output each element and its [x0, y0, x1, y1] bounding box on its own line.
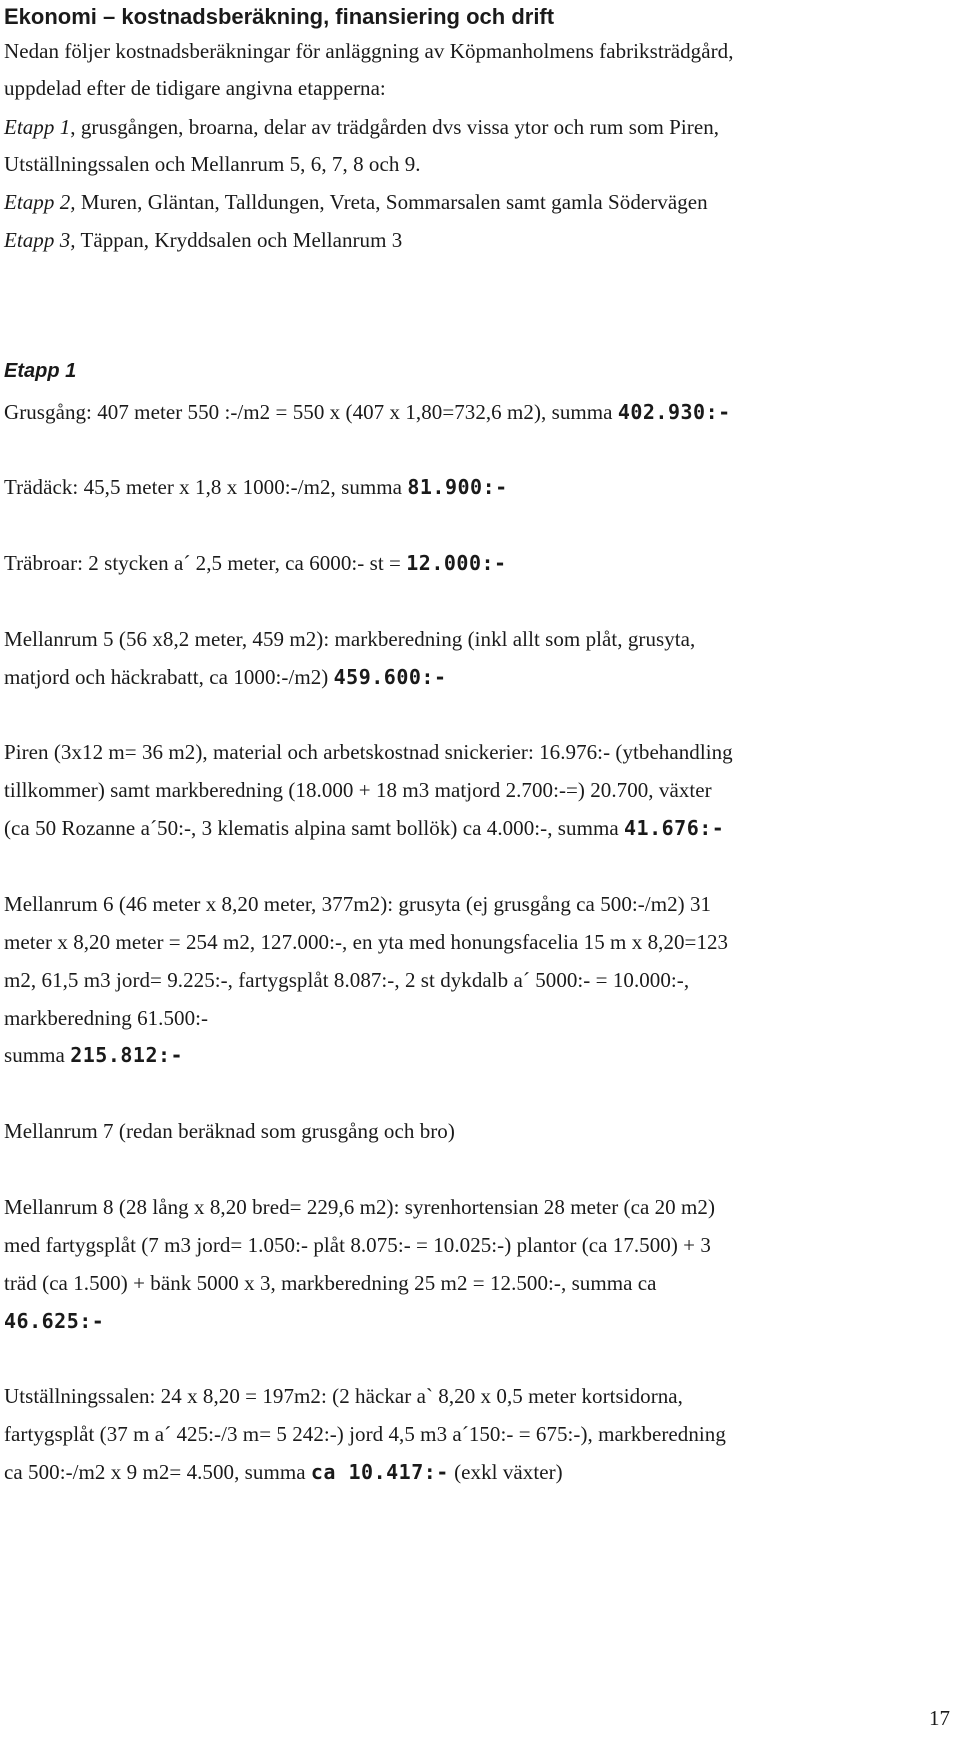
trabroar-item: [4, 549, 507, 577]
mellanrum6-line-3: m2, 61,5 m3 jord= 9.225:-, fartygsplåt 8.087:-, 2 st dykdalb a´ 5000:- = 10.000:-,: [4, 968, 690, 992]
tradack-item: [4, 473, 508, 501]
trabroar-text: Träbroar: 2 stycken a´ 2,5 meter, ca 6000:- st =: [4, 551, 407, 575]
etapp3-description: [4, 226, 402, 254]
piren-line-3: [4, 814, 724, 842]
mellanrum8-line-4: [4, 1307, 104, 1335]
etapp1-description-2: Utställningssalen och Mellanrum 5, 6, 7, 8 och 9.: [4, 152, 421, 176]
etapp2-label: Etapp 2,: [4, 190, 76, 214]
mellanrum6-line-2: meter x 8,20 meter = 254 m2, 127.000:-, en yta med honungsfacelia 15 m x 8,20=123: [4, 930, 729, 954]
intro-line-1: Nedan följer kostnadsberäkningar för anläggning av Köpmanholmens fabriksträdgård,: [4, 39, 734, 63]
etapp1-text: , grusgången, broarna, delar av trädgården dvs vissa ytor och rum som Piren,: [70, 115, 720, 139]
utstallningssalen-line-3: [4, 1458, 563, 1486]
mellanrum6-line-4: markberedning 61.500:-: [4, 1006, 209, 1030]
mellanrum8-line-3: träd (ca 1.500) + bänk 5000 x 3, markberedning 25 m2 = 12.500:-, summa ca: [4, 1271, 657, 1295]
mellanrum8-line-1: Mellanrum 8 (28 lång x 8,20 bred= 229,6 m2): syrenhortensian 28 meter (ca 20 m2): [4, 1195, 716, 1219]
etapp1-description: [4, 113, 719, 141]
utstallningssalen-amount: ca 10.417:-: [310, 1460, 449, 1484]
etapp3-text: Täppan, Kryddsalen och Mellanrum 3: [75, 228, 403, 252]
etapp1-heading: Etapp 1: [4, 360, 77, 382]
grusgang-text: Grusgång: 407 meter 550 :-/m2 = 550 x (407 x 1,80=732,6 m2), summa: [4, 400, 618, 424]
grusgang-amount: 402.930:-: [617, 400, 731, 424]
utstallningssalen-suffix: (exkl växter): [448, 1460, 563, 1484]
mellanrum7-item: Mellanrum 7 (redan beräknad som grusgång och bro): [4, 1119, 455, 1143]
etapp3-label: Etapp 3,: [4, 228, 76, 252]
mellanrum5-line-2: [4, 663, 447, 691]
mellanrum6-line-1: Mellanrum 6 (46 meter x 8,20 meter, 377m2): grusyta (ej grusgång ca 500:-/m2) 31: [4, 892, 712, 916]
page-number: 17: [929, 1706, 950, 1730]
mellanrum6-sum-label: summa: [4, 1043, 71, 1067]
utstallningssalen-line-1: Utställningssalen: 24 x 8,20 = 197m2: (2 häckar a` 8,20 x 0,5 meter kortsidorna,: [4, 1384, 683, 1408]
utstallningssalen-line-2: fartygsplåt (37 m a´ 425:-/3 m= 5 242:-) jord 4,5 m3 a´150:- = 675:-), markberedning: [4, 1422, 726, 1446]
etapp1-label: Etapp 1: [4, 115, 71, 139]
trabroar-amount: 12.000:-: [406, 551, 507, 575]
piren-amount: 41.676:-: [624, 816, 725, 840]
tradack-text: Trädäck: 45,5 meter x 1,8 x 1000:-/m2, summa: [4, 475, 408, 499]
etapp2-description: [4, 188, 708, 216]
mellanrum5-amount: 459.600:-: [333, 665, 447, 689]
mellanrum8-amount: 46.625:-: [4, 1309, 105, 1333]
piren-line-2: tillkommer) samt markberedning (18.000 + 18 m3 matjord 2.700:-=) 20.700, växter: [4, 778, 712, 802]
utstallningssalen-text: ca 500:-/m2 x 9 m2= 4.500, summa: [4, 1460, 311, 1484]
mellanrum6-amount: 215.812:-: [70, 1043, 184, 1067]
mellanrum5-text: matjord och häckrabatt, ca 1000:-/m2): [4, 665, 334, 689]
page-title: Ekonomi – kostnadsberäkning, finansiering och drift: [4, 4, 555, 29]
mellanrum5-line-1: Mellanrum 5 (56 x8,2 meter, 459 m2): markberedning (inkl allt som plåt, grusyta,: [4, 627, 696, 651]
grusgang-item: [4, 398, 731, 426]
piren-text: (ca 50 Rozanne a´50:-, 3 klematis alpina samt bollök) ca 4.000:-, summa: [4, 816, 625, 840]
tradack-amount: 81.900:-: [407, 475, 508, 499]
intro-line-2: uppdelad efter de tidigare angivna etapperna:: [4, 76, 386, 100]
mellanrum8-line-2: med fartygsplåt (7 m3 jord= 1.050:- plåt 8.075:- = 10.025:-) plantor (ca 17.500) + 3: [4, 1233, 711, 1257]
mellanrum6-line-5: [4, 1041, 183, 1069]
piren-line-1: Piren (3x12 m= 36 m2), material och arbetskostnad snickerier: 16.976:- (ytbehandling: [4, 740, 733, 764]
etapp2-text: Muren, Gläntan, Talldungen, Vreta, Sommarsalen samt gamla Södervägen: [75, 190, 708, 214]
